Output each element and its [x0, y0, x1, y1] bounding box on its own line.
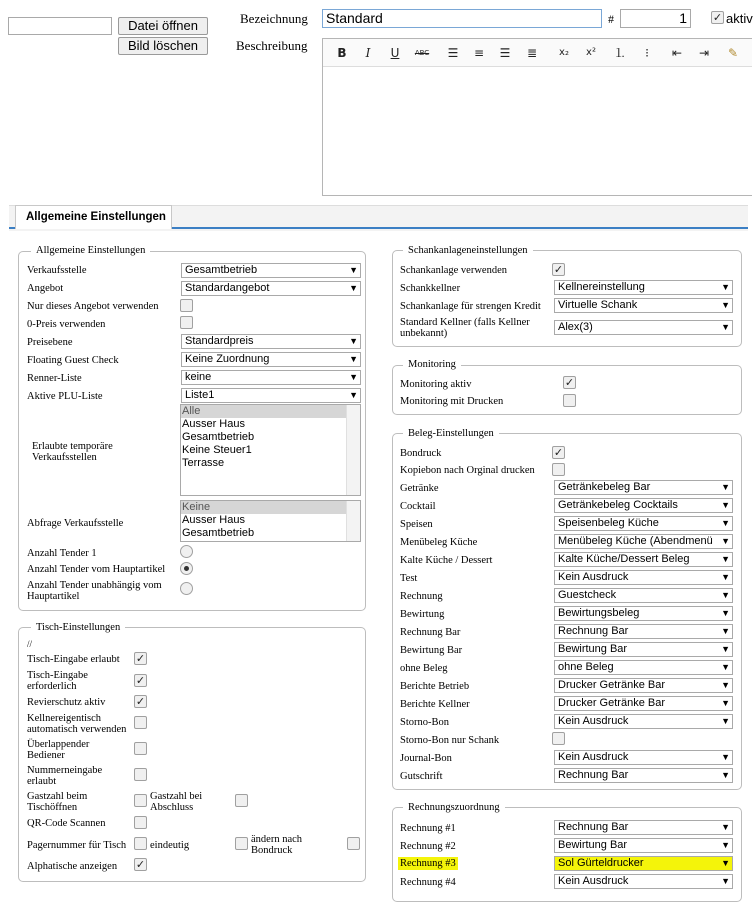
- tap-strict-select[interactable]: Virtuelle Schank ▼: [554, 298, 733, 313]
- file-path-input[interactable]: [8, 17, 112, 35]
- list-item[interactable]: Ausser Haus: [182, 418, 245, 430]
- receipt-select[interactable]: Kein Ausdruck ▼: [554, 714, 733, 729]
- receipt-select[interactable]: ohne Beleg ▼: [554, 660, 733, 675]
- row-label: Berichte Kellner: [400, 699, 470, 710]
- row-label: Rechnung: [400, 591, 443, 602]
- general-legend: Allgemeine Einstellungen: [31, 245, 150, 256]
- row-label: Cocktail: [400, 501, 436, 512]
- tap-legend: Schankanlageneinstellungen: [403, 245, 533, 256]
- tab-general[interactable]: Allgemeine Einstellungen: [15, 205, 172, 229]
- row-label: Berichte Betrieb: [400, 681, 470, 692]
- alpha-checkbox[interactable]: ✓: [135, 858, 146, 871]
- qr-checkbox[interactable]: [134, 816, 147, 829]
- overlapping-operator-checkbox[interactable]: [134, 742, 147, 755]
- list-item[interactable]: Ausser Haus: [182, 514, 245, 526]
- indent-icon[interactable]: ⇥: [698, 46, 710, 60]
- copy-checkbox[interactable]: [552, 463, 565, 476]
- row-label: Getränke: [400, 483, 439, 494]
- runner-list-select[interactable]: keine ▼: [181, 370, 361, 385]
- credit-label: Gutschrift: [400, 771, 443, 782]
- row-label: Rechnung #2: [400, 841, 456, 852]
- zero-price-checkbox[interactable]: [180, 316, 193, 329]
- monitoring-active-label: Monitoring aktiv: [400, 379, 472, 390]
- description-label: Beschreibung: [236, 38, 308, 53]
- row-label: Renner-Liste: [27, 373, 82, 384]
- only-offer-checkbox[interactable]: [180, 299, 193, 312]
- unique-label: eindeutig: [150, 840, 190, 851]
- copy-label: Kopiebon nach Orginal drucken: [400, 465, 535, 476]
- row-label: Kellnereigentisch automatisch verwenden: [27, 713, 127, 735]
- sales-point-select[interactable]: Gesamtbetrieb ▼: [181, 263, 361, 278]
- receipt-select[interactable]: Menübeleg Küche (Abendmenü ▼: [554, 534, 733, 549]
- open-file-button[interactable]: Datei öffnen: [118, 17, 208, 35]
- invoice-legend: Rechnungszuordnung: [403, 802, 505, 813]
- row-label: Kalte Küche / Dessert: [400, 555, 493, 566]
- list-item[interactable]: Terrasse: [182, 457, 225, 469]
- monitoring-fieldset: [392, 365, 742, 415]
- align-center-icon[interactable]: ≡: [473, 46, 485, 60]
- query-sales-label: Abfrage Verkaufsstelle: [27, 518, 124, 529]
- guests-open-checkbox[interactable]: [134, 794, 147, 807]
- number-input[interactable]: 1: [620, 9, 691, 28]
- invoice-select-highlighted[interactable]: Sol Gürteldrucker ▼: [554, 856, 733, 871]
- row-label: Test: [400, 573, 418, 584]
- tap-waiter-select[interactable]: Kellnereinstellung ▼: [554, 280, 733, 295]
- row-label: Tisch-Eingabe erlaubt: [27, 654, 120, 665]
- change-after-label: ändern nach Bondruck: [251, 834, 303, 856]
- receipt-select[interactable]: Drucker Getränke Bar ▼: [554, 696, 733, 711]
- delete-image-button[interactable]: Bild löschen: [118, 37, 208, 55]
- unique-checkbox[interactable]: [235, 837, 248, 850]
- italic-icon[interactable]: I: [365, 46, 371, 60]
- price-level-select[interactable]: Standardpreis ▼: [181, 334, 361, 349]
- list-item[interactable]: Alle: [181, 405, 360, 418]
- list-scrollbar[interactable]: [346, 501, 360, 541]
- receipt-select[interactable]: Drucker Getränke Bar ▼: [554, 678, 733, 693]
- row-label: ohne Beleg: [400, 663, 448, 674]
- row-label-highlighted: Rechnung #3: [400, 858, 456, 869]
- receipt-select[interactable]: Getränkebeleg Bar ▼: [554, 480, 733, 495]
- change-after-checkbox[interactable]: [347, 837, 360, 850]
- pager-checkbox[interactable]: [134, 837, 147, 850]
- subscript-icon[interactable]: x₂: [559, 47, 569, 58]
- underline-icon[interactable]: U: [390, 46, 400, 60]
- row-label: Rechnung #4: [400, 877, 456, 888]
- table-comment: //: [27, 639, 33, 649]
- tender-main-radio[interactable]: [180, 562, 193, 575]
- journal-label: Journal-Bon: [400, 753, 452, 764]
- floating-guest-select[interactable]: Keine Zuordnung ▼: [181, 352, 361, 367]
- journal-select[interactable]: Kein Ausdruck ▼: [554, 750, 733, 765]
- invoice-select[interactable]: Bewirtung Bar ▼: [554, 838, 733, 853]
- strikethrough-icon[interactable]: ABC: [414, 49, 430, 57]
- active-label: aktiv: [726, 11, 753, 26]
- table-legend: Tisch-Einstellungen: [31, 622, 125, 633]
- tender-indep-radio[interactable]: [180, 582, 193, 595]
- row-label: Nummerneingabe erlaubt: [27, 765, 103, 787]
- row-label: Tisch-Eingabe erforderlich: [27, 670, 88, 692]
- unordered-list-icon[interactable]: ⁝: [645, 46, 649, 60]
- row-label: Bewirtung: [400, 609, 445, 620]
- superscript-icon[interactable]: x²: [586, 47, 596, 58]
- receipt-select[interactable]: Speisenbeleg Küche ▼: [554, 516, 733, 531]
- tap-use-label: Schankanlage verwenden: [400, 265, 507, 276]
- tender1-label: Anzahl Tender 1: [27, 548, 97, 559]
- receipt-legend: Beleg-Einstellungen: [403, 428, 499, 439]
- monitoring-print-label: Monitoring mit Drucken: [400, 396, 504, 407]
- list-item[interactable]: Gesamtbetrieb: [182, 527, 255, 539]
- table-input-required-checkbox[interactable]: ✓: [135, 674, 146, 687]
- table-input-allowed-checkbox[interactable]: ✓: [135, 652, 146, 665]
- row-label: Revierschutz aktiv: [27, 697, 106, 708]
- waiter-own-table-checkbox[interactable]: [134, 716, 147, 729]
- row-label: Storno-Bon: [400, 717, 450, 728]
- guests-open-label: Gastzahl beim Tischöffnen: [27, 791, 88, 813]
- temp-sales-label: Erlaubte temporäre Verkaufsstellen: [32, 441, 113, 463]
- tap-default-label: Standard Kellner (falls Kellner unbekannt): [400, 317, 530, 339]
- credit-select[interactable]: Rechnung Bar ▼: [554, 768, 733, 783]
- tender1-radio[interactable]: [180, 545, 193, 558]
- invoice-select[interactable]: Rechnung Bar ▼: [554, 820, 733, 835]
- monitoring-legend: Monitoring: [403, 359, 461, 370]
- list-item[interactable]: Keine: [181, 501, 360, 514]
- tender-indep-label: Anzahl Tender unabhängig vom Hauptartikel: [27, 580, 162, 602]
- row-label: Nur dieses Angebot verwenden: [27, 301, 159, 312]
- guests-close-checkbox[interactable]: [235, 794, 248, 807]
- query-sales-list[interactable]: [180, 500, 361, 542]
- clear-format-icon[interactable]: ✎: [727, 46, 739, 60]
- list-item[interactable]: Gesamtbetrieb: [182, 431, 255, 443]
- row-label: Verkaufsstelle: [27, 265, 87, 276]
- receipt-select[interactable]: Bewirtungsbeleg ▼: [554, 606, 733, 621]
- justify-icon[interactable]: ≣: [526, 46, 538, 60]
- row-label: Überlappender Bediener: [27, 739, 90, 761]
- number-input-checkbox[interactable]: [134, 768, 147, 781]
- tap-strict-label: Schankanlage für strengen Kredit: [400, 301, 541, 312]
- row-label: Aktive PLU-Liste: [27, 391, 103, 402]
- plu-list-select[interactable]: Liste1 ▼: [181, 388, 361, 403]
- hash-label: #: [608, 12, 614, 26]
- row-label: Rechnung #1: [400, 823, 456, 834]
- bondruck-checkbox[interactable]: ✓: [553, 446, 564, 459]
- row-label: Menübeleg Küche: [400, 537, 478, 548]
- list-scrollbar[interactable]: [346, 405, 360, 495]
- offer-select[interactable]: Standardangebot ▼: [181, 281, 361, 296]
- row-label: Floating Guest Check: [27, 355, 119, 366]
- district-protection-checkbox[interactable]: ✓: [135, 695, 146, 708]
- ordered-list-icon[interactable]: ⒈: [613, 46, 626, 60]
- row-label: Rechnung Bar: [400, 627, 461, 638]
- temp-sales-list[interactable]: [180, 404, 361, 496]
- pager-label: Pagernummer für Tisch: [27, 840, 127, 851]
- row-label: Preisebene: [27, 337, 73, 348]
- row-label: Bewirtung Bar: [400, 645, 463, 656]
- align-right-icon[interactable]: ☰: [499, 46, 511, 60]
- name-label: Bezeichnung: [240, 11, 308, 26]
- qr-label: QR-Code Scannen: [27, 818, 106, 829]
- guests-close-label: Gastzahl bei Abschluss: [150, 791, 203, 813]
- list-item[interactable]: Keine Steuer1: [182, 444, 252, 456]
- bold-icon[interactable]: B: [337, 46, 347, 60]
- row-label: Angebot: [27, 283, 64, 294]
- monitoring-active-checkbox[interactable]: ✓: [564, 376, 575, 389]
- row-label: 0-Preis verwenden: [27, 319, 106, 330]
- outdent-icon[interactable]: ⇤: [671, 46, 683, 60]
- bondruck-label: Bondruck: [400, 448, 442, 459]
- active-checkbox[interactable]: ✓: [712, 11, 723, 24]
- receipt-select[interactable]: Rechnung Bar ▼: [554, 624, 733, 639]
- invoice-select[interactable]: Kein Ausdruck ▼: [554, 874, 733, 889]
- receipt-select[interactable]: Kein Ausdruck ▼: [554, 570, 733, 585]
- align-left-icon[interactable]: ☰: [447, 46, 459, 60]
- tender-main-label: Anzahl Tender vom Hauptartikel: [27, 564, 166, 575]
- name-input[interactable]: Standard: [322, 9, 602, 28]
- receipt-select[interactable]: Kalte Küche/Dessert Beleg ▼: [554, 552, 733, 567]
- storno-tap-checkbox[interactable]: [552, 732, 565, 745]
- alpha-label: Alphatische anzeigen: [27, 861, 118, 872]
- tap-waiter-label: Schankkellner: [400, 283, 461, 294]
- row-label: Speisen: [400, 519, 433, 530]
- receipt-select[interactable]: Guestcheck ▼: [554, 588, 733, 603]
- tap-use-checkbox[interactable]: ✓: [553, 263, 564, 276]
- tap-default-select[interactable]: Alex(3) ▼: [554, 320, 733, 335]
- receipt-select[interactable]: Bewirtung Bar ▼: [554, 642, 733, 657]
- receipt-select[interactable]: Getränkebeleg Cocktails ▼: [554, 498, 733, 513]
- monitoring-print-checkbox[interactable]: [563, 394, 576, 407]
- storno-tap-label: Storno-Bon nur Schank: [400, 735, 500, 746]
